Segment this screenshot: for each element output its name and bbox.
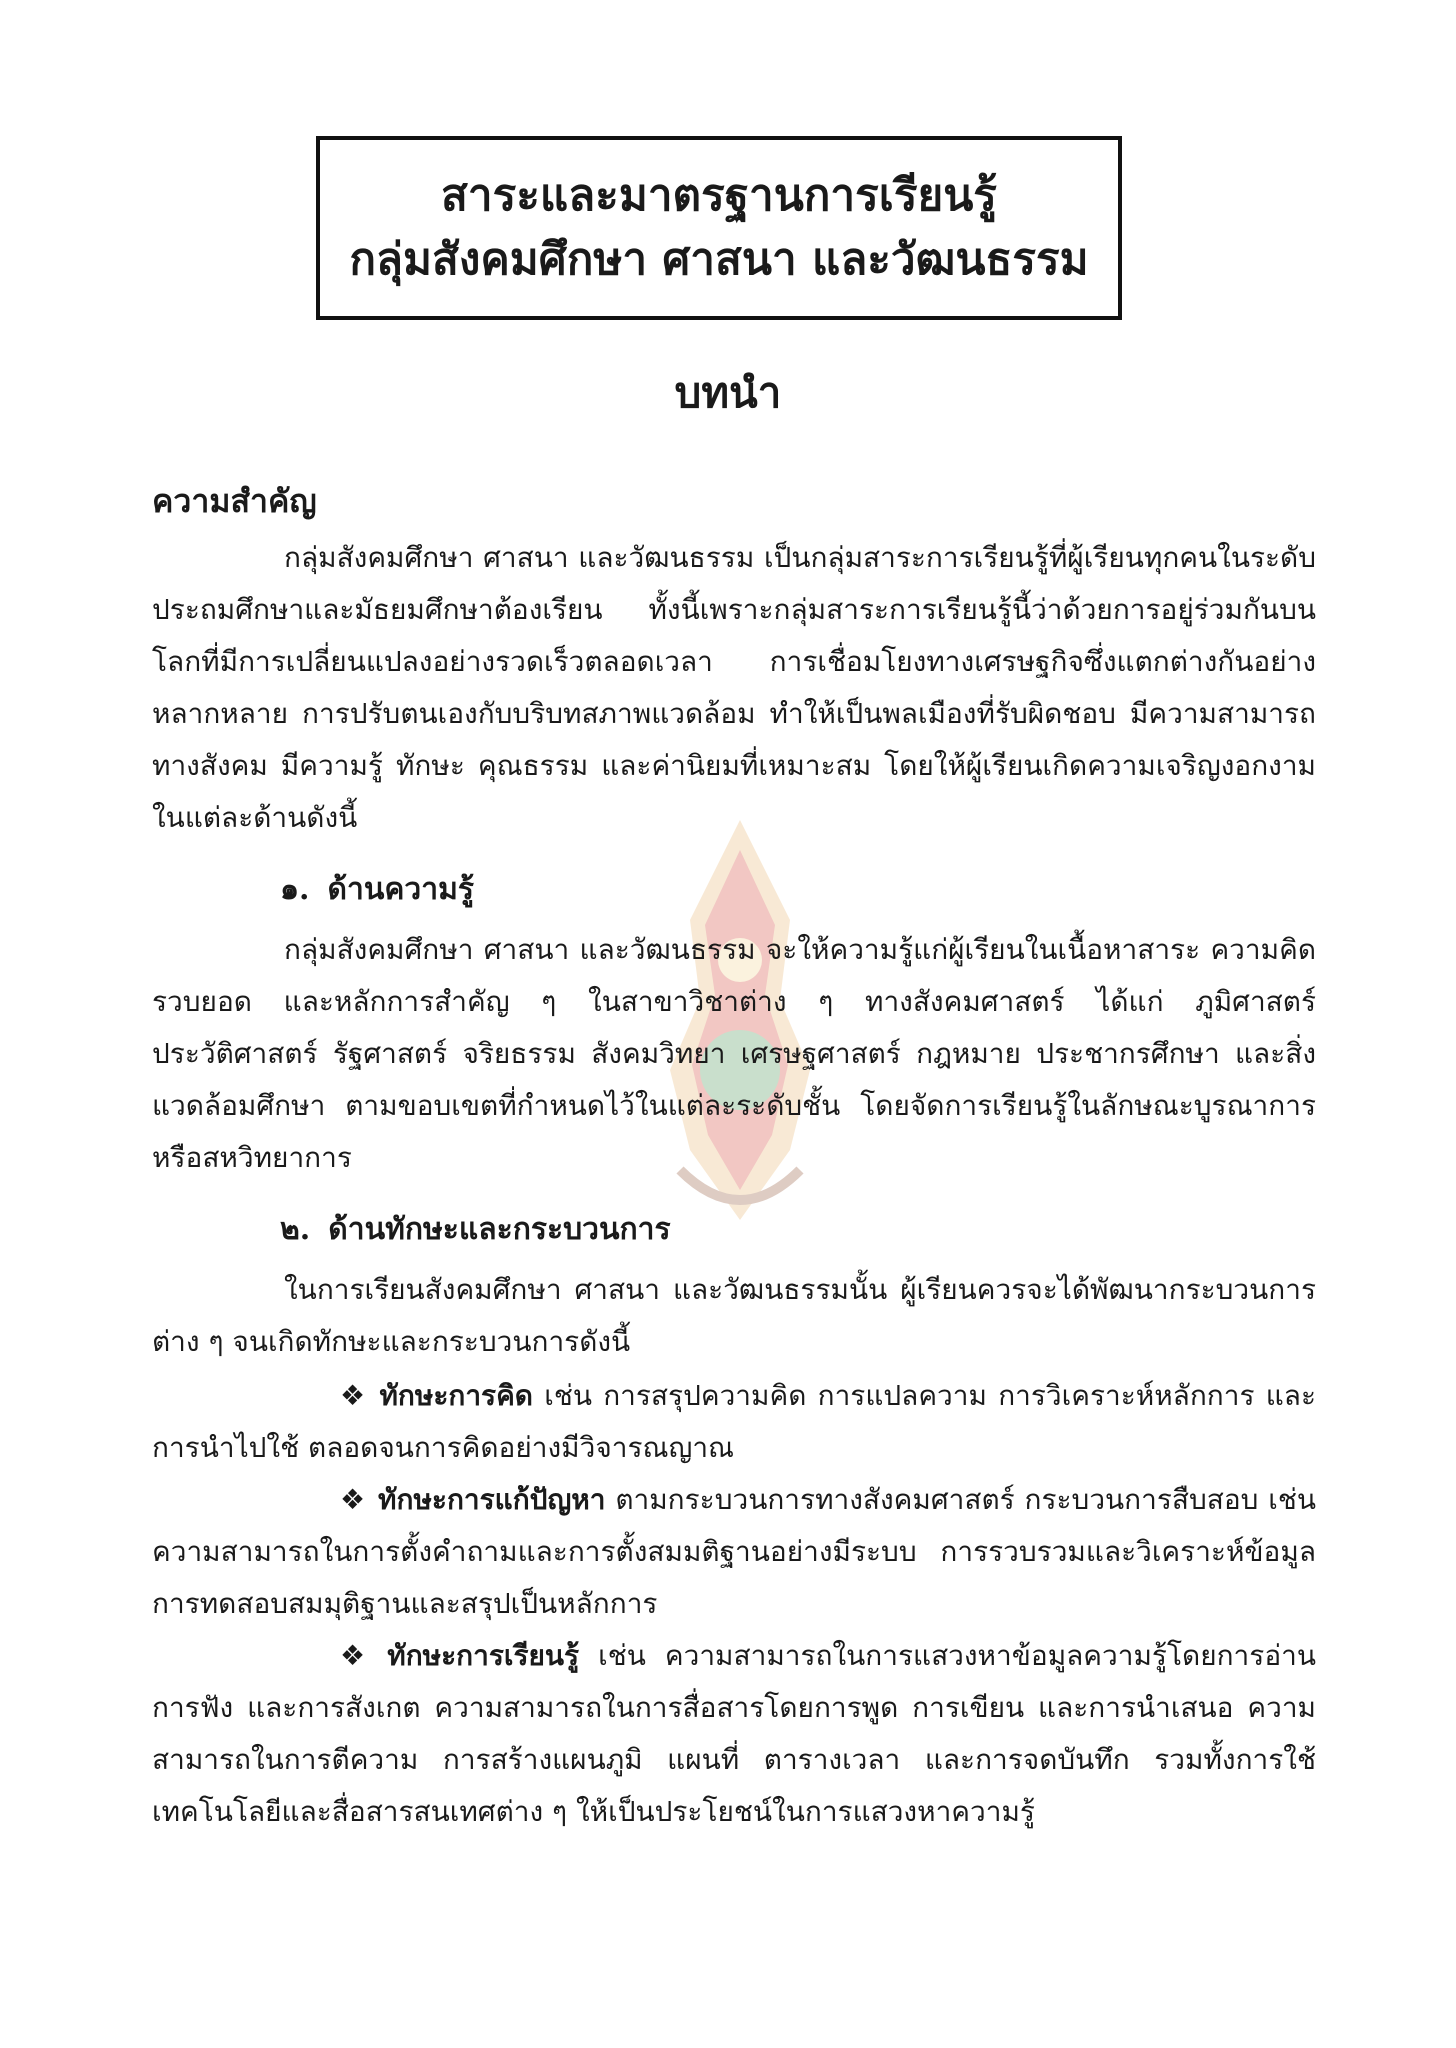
bullet-problem-solving-title: ทักษะการแก้ปัญหา xyxy=(378,1483,606,1516)
bullet-learning xyxy=(152,1630,1316,1838)
section2-heading xyxy=(280,1206,1316,1254)
document-body xyxy=(152,478,1316,1838)
diamond-bullet-icon: ❖ xyxy=(340,1483,367,1516)
section1-paragraph: กลุ่มสังคมศึกษา ศาสนา และวัฒนธรรม จะให้ความรู้แก่ผู้เรียนในเนื้อหาสาระ ความคิดรวบยอด และหลักการสำคัญ ๆ ในสาขาวิชาต่าง ๆ ทางสังคมศาสตร์ ได้แก่ ภูมิศาสตร์ ประวัติศาสตร์ รัฐศาสตร์ จริยธรรม สังคมวิทยา เศรษฐศาสตร์ กฎหมาย ประชากรศึกษา และสิ่งแวดล้อมศึกษา ตามขอบเขตที่กำหนดไว้ในแต่ละระดับชั้น โดยจัดการเรียนรู้ในลักษณะบูรณาการหรือสหวิทยาการ xyxy=(152,933,1316,1174)
bullet-problem-solving-text: ตามกระบวนการทางสังคมศาสตร์ กระบวนการสืบสอบ เช่น ความสามารถในการตั้งคำถามและการตั้งสมมติฐานอย่างมีระบบ การรวบรวมและวิเคราะห์ข้อมูล การทดสอบสมมุติฐานและสรุปเป็นหลักการ xyxy=(152,1483,1316,1620)
importance-paragraph: กลุ่มสังคมศึกษา ศาสนา และวัฒนธรรม เป็นกลุ่มสาระการเรียนรู้ที่ผู้เรียนทุกคนในระดับประถมศึกษาและมัธยมศึกษาต้องเรียน ทั้งนี้เพราะกลุ่มสาระการเรียนรู้นี้ว่าด้วยการอยู่ร่วมกันบนโลกที่มีการเปลี่ยนแปลงอย่างรวดเร็วตลอดเวลา การเชื่อมโยงทางเศรษฐกิจซึ่งแตกต่างกันอย่างหลากหลาย การปรับตนเองกับบริบทสภาพแวดล้อม ทำให้เป็นพลเมืองที่รับผิดชอบ มีความสามารถทางสังคม มีความรู้ ทักษะ คุณธรรม และค่านิยมที่เหมาะสม โดยให้ผู้เรียนเกิดความเจริญงอกงามในแต่ละด้านดังนี้ xyxy=(152,541,1316,834)
importance-heading: ความสำคัญ xyxy=(152,482,317,520)
title-line-2: กลุ่มสังคมศึกษา ศาสนา และวัฒนธรรม xyxy=(349,234,1089,285)
diamond-bullet-icon: ❖ xyxy=(340,1379,368,1412)
title-box xyxy=(316,136,1122,320)
section2-paragraph: ในการเรียนสังคมศึกษา ศาสนา และวัฒนธรรมนั้น ผู้เรียนควรจะได้พัฒนากระบวนการต่าง ๆ จนเกิดทักษะและกระบวนการดังนี้ xyxy=(152,1273,1316,1358)
bullet-problem-solving xyxy=(152,1474,1316,1630)
diamond-bullet-icon: ❖ xyxy=(340,1639,376,1672)
bullet-thinking xyxy=(152,1370,1316,1474)
section1-number: ๑. xyxy=(280,872,310,907)
section1-title: ด้านความรู้ xyxy=(327,872,474,907)
intro-heading: บทนำ xyxy=(674,368,782,417)
bullet-thinking-text: เช่น การสรุปความคิด การแปลความ การวิเคราะห์หลักการ และการนำไปใช้ ตลอดจนการคิดอย่างมีวิจารณญาณ xyxy=(152,1379,1316,1464)
section2-title: ด้านทักษะและกระบวนการ xyxy=(328,1212,671,1247)
bullet-learning-text: เช่น ความสามารถในการแสวงหาข้อมูลความรู้โดยการอ่าน การฟัง และการสังเกต ความสามารถในการสื่อสารโดยการพูด การเขียน และการนำเสนอ ความสามารถในการตีความ การสร้างแผนภูมิ แผนที่ ตารางเวลา และการจดบันทึก รวมทั้งการใช้เทคโนโลยีและสื่อสารสนเทศต่าง ๆ ให้เป็นประโยชน์ในการแสวงหาความรู้ xyxy=(152,1639,1316,1828)
section1-heading xyxy=(280,866,1316,914)
section2-number: ๒. xyxy=(280,1212,311,1247)
bullet-learning-title: ทักษะการเรียนรู้ xyxy=(387,1639,580,1672)
title-line-1: สาระและมาตรฐานการเรียนรู้ xyxy=(441,170,997,221)
bullet-thinking-title: ทักษะการคิด xyxy=(379,1379,533,1412)
